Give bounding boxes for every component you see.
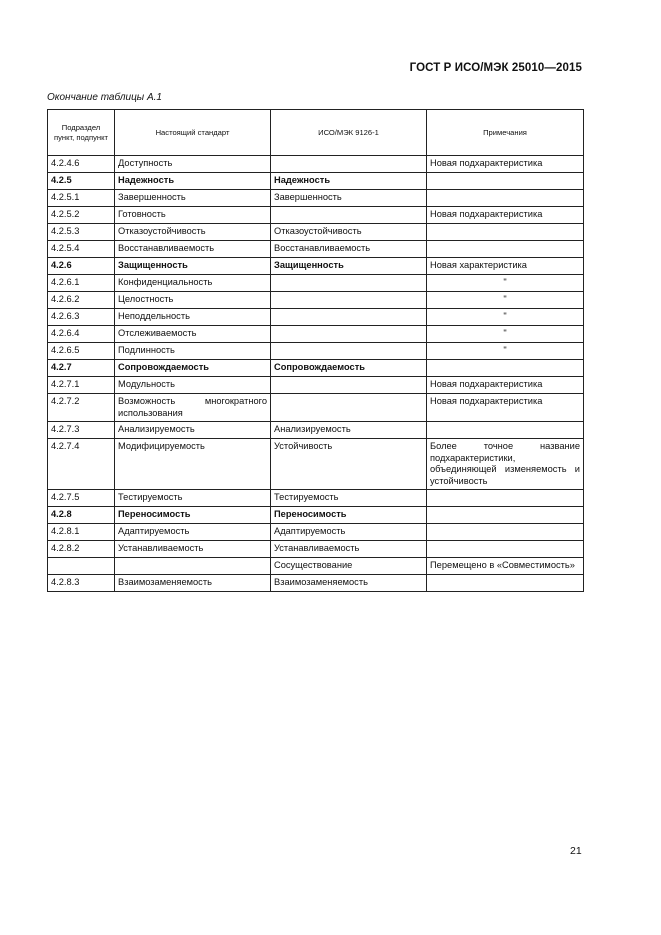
- cell-note: Более точное название подхарактеристики, объединяющей изменяемость и устойчивость: [427, 439, 584, 490]
- cell-standard-term: Целостность: [115, 292, 271, 309]
- column-header-section: Подраздел пункт, подпункт: [48, 110, 115, 156]
- table-row: [48, 292, 584, 309]
- cell-section-number: 4.2.5.1: [48, 190, 115, 207]
- cell-iso-term: [271, 207, 427, 224]
- table-row: [48, 190, 584, 207]
- cell-note: Перемещено в «Совместимость»: [427, 558, 584, 575]
- cell-standard-term: Завершенность: [115, 190, 271, 207]
- table-row: [48, 439, 584, 490]
- table-row: [48, 377, 584, 394]
- cell-section-number: 4.2.4.6: [48, 156, 115, 173]
- cell-iso-term: Защищенность: [271, 258, 427, 275]
- cell-section-number: 4.2.7.1: [48, 377, 115, 394]
- table-row: [48, 360, 584, 377]
- table-row: [48, 258, 584, 275]
- table-row: [48, 524, 584, 541]
- table-row: [48, 224, 584, 241]
- cell-iso-term: Надежность: [271, 173, 427, 190]
- table-caption: Окончание таблицы А.1: [47, 92, 162, 103]
- table-row: [48, 343, 584, 360]
- table-row: [48, 241, 584, 258]
- cell-section-number: 4.2.7.3: [48, 422, 115, 439]
- cell-iso-term: Анализируемость: [271, 422, 427, 439]
- cell-note: ": [427, 275, 584, 292]
- cell-section-number: 4.2.7.4: [48, 439, 115, 490]
- cell-note: [427, 224, 584, 241]
- cell-iso-term: [271, 326, 427, 343]
- cell-note: [427, 507, 584, 524]
- table-row: [48, 490, 584, 507]
- cell-iso-term: Восстанавливаемость: [271, 241, 427, 258]
- cell-section-number: 4.2.8.2: [48, 541, 115, 558]
- table-row: [48, 541, 584, 558]
- cell-standard-term: Сопровождаемость: [115, 360, 271, 377]
- table-row: [48, 156, 584, 173]
- cell-section-number: 4.2.7.5: [48, 490, 115, 507]
- cell-iso-term: [271, 275, 427, 292]
- cell-iso-term: Сосуществование: [271, 558, 427, 575]
- cell-section-number: 4.2.8: [48, 507, 115, 524]
- column-header-notes: Примечания: [427, 110, 584, 156]
- table-row: [48, 207, 584, 224]
- cell-section-number: 4.2.5.4: [48, 241, 115, 258]
- cell-section-number: 4.2.6: [48, 258, 115, 275]
- cell-section-number: 4.2.6.1: [48, 275, 115, 292]
- cell-section-number: 4.2.5: [48, 173, 115, 190]
- cell-iso-term: Завершенность: [271, 190, 427, 207]
- cell-standard-term: Анализируемость: [115, 422, 271, 439]
- cell-note: Новая подхарактеристика: [427, 394, 584, 422]
- cell-note: Новая характеристика: [427, 258, 584, 275]
- column-header-iso: ИСО/МЭК 9126-1: [271, 110, 427, 156]
- cell-standard-term: Конфиденциальность: [115, 275, 271, 292]
- cell-note: [427, 190, 584, 207]
- cell-section-number: 4.2.6.2: [48, 292, 115, 309]
- cell-section-number: 4.2.7: [48, 360, 115, 377]
- cell-note: [427, 360, 584, 377]
- cell-standard-term: Тестируемость: [115, 490, 271, 507]
- cell-iso-term: [271, 394, 427, 422]
- cell-iso-term: Устанавливаемость: [271, 541, 427, 558]
- cell-standard-term: Модульность: [115, 377, 271, 394]
- cell-iso-term: [271, 292, 427, 309]
- cell-standard-term: Подлинность: [115, 343, 271, 360]
- cell-standard-term: Модифицируемость: [115, 439, 271, 490]
- cell-section-number: 4.2.8.1: [48, 524, 115, 541]
- cell-iso-term: Адаптируемость: [271, 524, 427, 541]
- cell-note: Новая подхарактеристика: [427, 156, 584, 173]
- table-row: [48, 309, 584, 326]
- cell-iso-term: Переносимость: [271, 507, 427, 524]
- cell-standard-term: Переносимость: [115, 507, 271, 524]
- cell-standard-term: Устанавливаемость: [115, 541, 271, 558]
- cell-note: [427, 422, 584, 439]
- cell-iso-term: [271, 377, 427, 394]
- cell-section-number: 4.2.5.2: [48, 207, 115, 224]
- cell-standard-term: Возможность многократного использования: [115, 394, 271, 422]
- cell-note: ": [427, 343, 584, 360]
- table-header-row: [48, 110, 584, 156]
- cell-iso-term: [271, 343, 427, 360]
- cell-iso-term: Отказоустойчивость: [271, 224, 427, 241]
- cell-note: Новая подхарактеристика: [427, 207, 584, 224]
- cell-standard-term: Защищенность: [115, 258, 271, 275]
- table-row: [48, 558, 584, 575]
- document-header: ГОСТ Р ИСО/МЭК 25010—2015: [409, 62, 582, 74]
- table-row: [48, 422, 584, 439]
- table-row: [48, 173, 584, 190]
- cell-section-number: 4.2.7.2: [48, 394, 115, 422]
- column-header-standard: Настоящий стандарт: [115, 110, 271, 156]
- cell-note: [427, 524, 584, 541]
- cell-standard-term: Взаимозаменяемость: [115, 575, 271, 592]
- cell-note: ": [427, 326, 584, 343]
- cell-standard-term: Надежность: [115, 173, 271, 190]
- page-number: 21: [570, 845, 582, 857]
- table-row: [48, 275, 584, 292]
- cell-note: [427, 541, 584, 558]
- table-row: [48, 575, 584, 592]
- cell-section-number: 4.2.8.3: [48, 575, 115, 592]
- table-row: [48, 394, 584, 422]
- cell-standard-term: Отказоустойчивость: [115, 224, 271, 241]
- cell-standard-term: Готовность: [115, 207, 271, 224]
- table-row: [48, 326, 584, 343]
- cell-note: [427, 241, 584, 258]
- cell-standard-term: Восстанавливаемость: [115, 241, 271, 258]
- cell-iso-term: Устойчивость: [271, 439, 427, 490]
- cell-note: ": [427, 292, 584, 309]
- cell-note: [427, 575, 584, 592]
- cell-iso-term: Тестируемость: [271, 490, 427, 507]
- cell-standard-term: Неподдельность: [115, 309, 271, 326]
- cell-standard-term: Адаптируемость: [115, 524, 271, 541]
- cell-section-number: 4.2.5.3: [48, 224, 115, 241]
- cell-section-number: 4.2.6.3: [48, 309, 115, 326]
- table-body: [48, 156, 584, 592]
- cell-iso-term: [271, 309, 427, 326]
- cell-section-number: 4.2.6.5: [48, 343, 115, 360]
- cell-section-number: 4.2.6.4: [48, 326, 115, 343]
- cell-note: [427, 490, 584, 507]
- cell-note: [427, 173, 584, 190]
- cell-iso-term: Сопровождаемость: [271, 360, 427, 377]
- cell-standard-term: [115, 558, 271, 575]
- cell-note: Новая подхарактеристика: [427, 377, 584, 394]
- table-row: [48, 507, 584, 524]
- mapping-table: [47, 109, 584, 592]
- cell-standard-term: Доступность: [115, 156, 271, 173]
- cell-note: ": [427, 309, 584, 326]
- cell-iso-term: [271, 156, 427, 173]
- cell-iso-term: Взаимозаменяемость: [271, 575, 427, 592]
- cell-section-number: [48, 558, 115, 575]
- cell-standard-term: Отслеживаемость: [115, 326, 271, 343]
